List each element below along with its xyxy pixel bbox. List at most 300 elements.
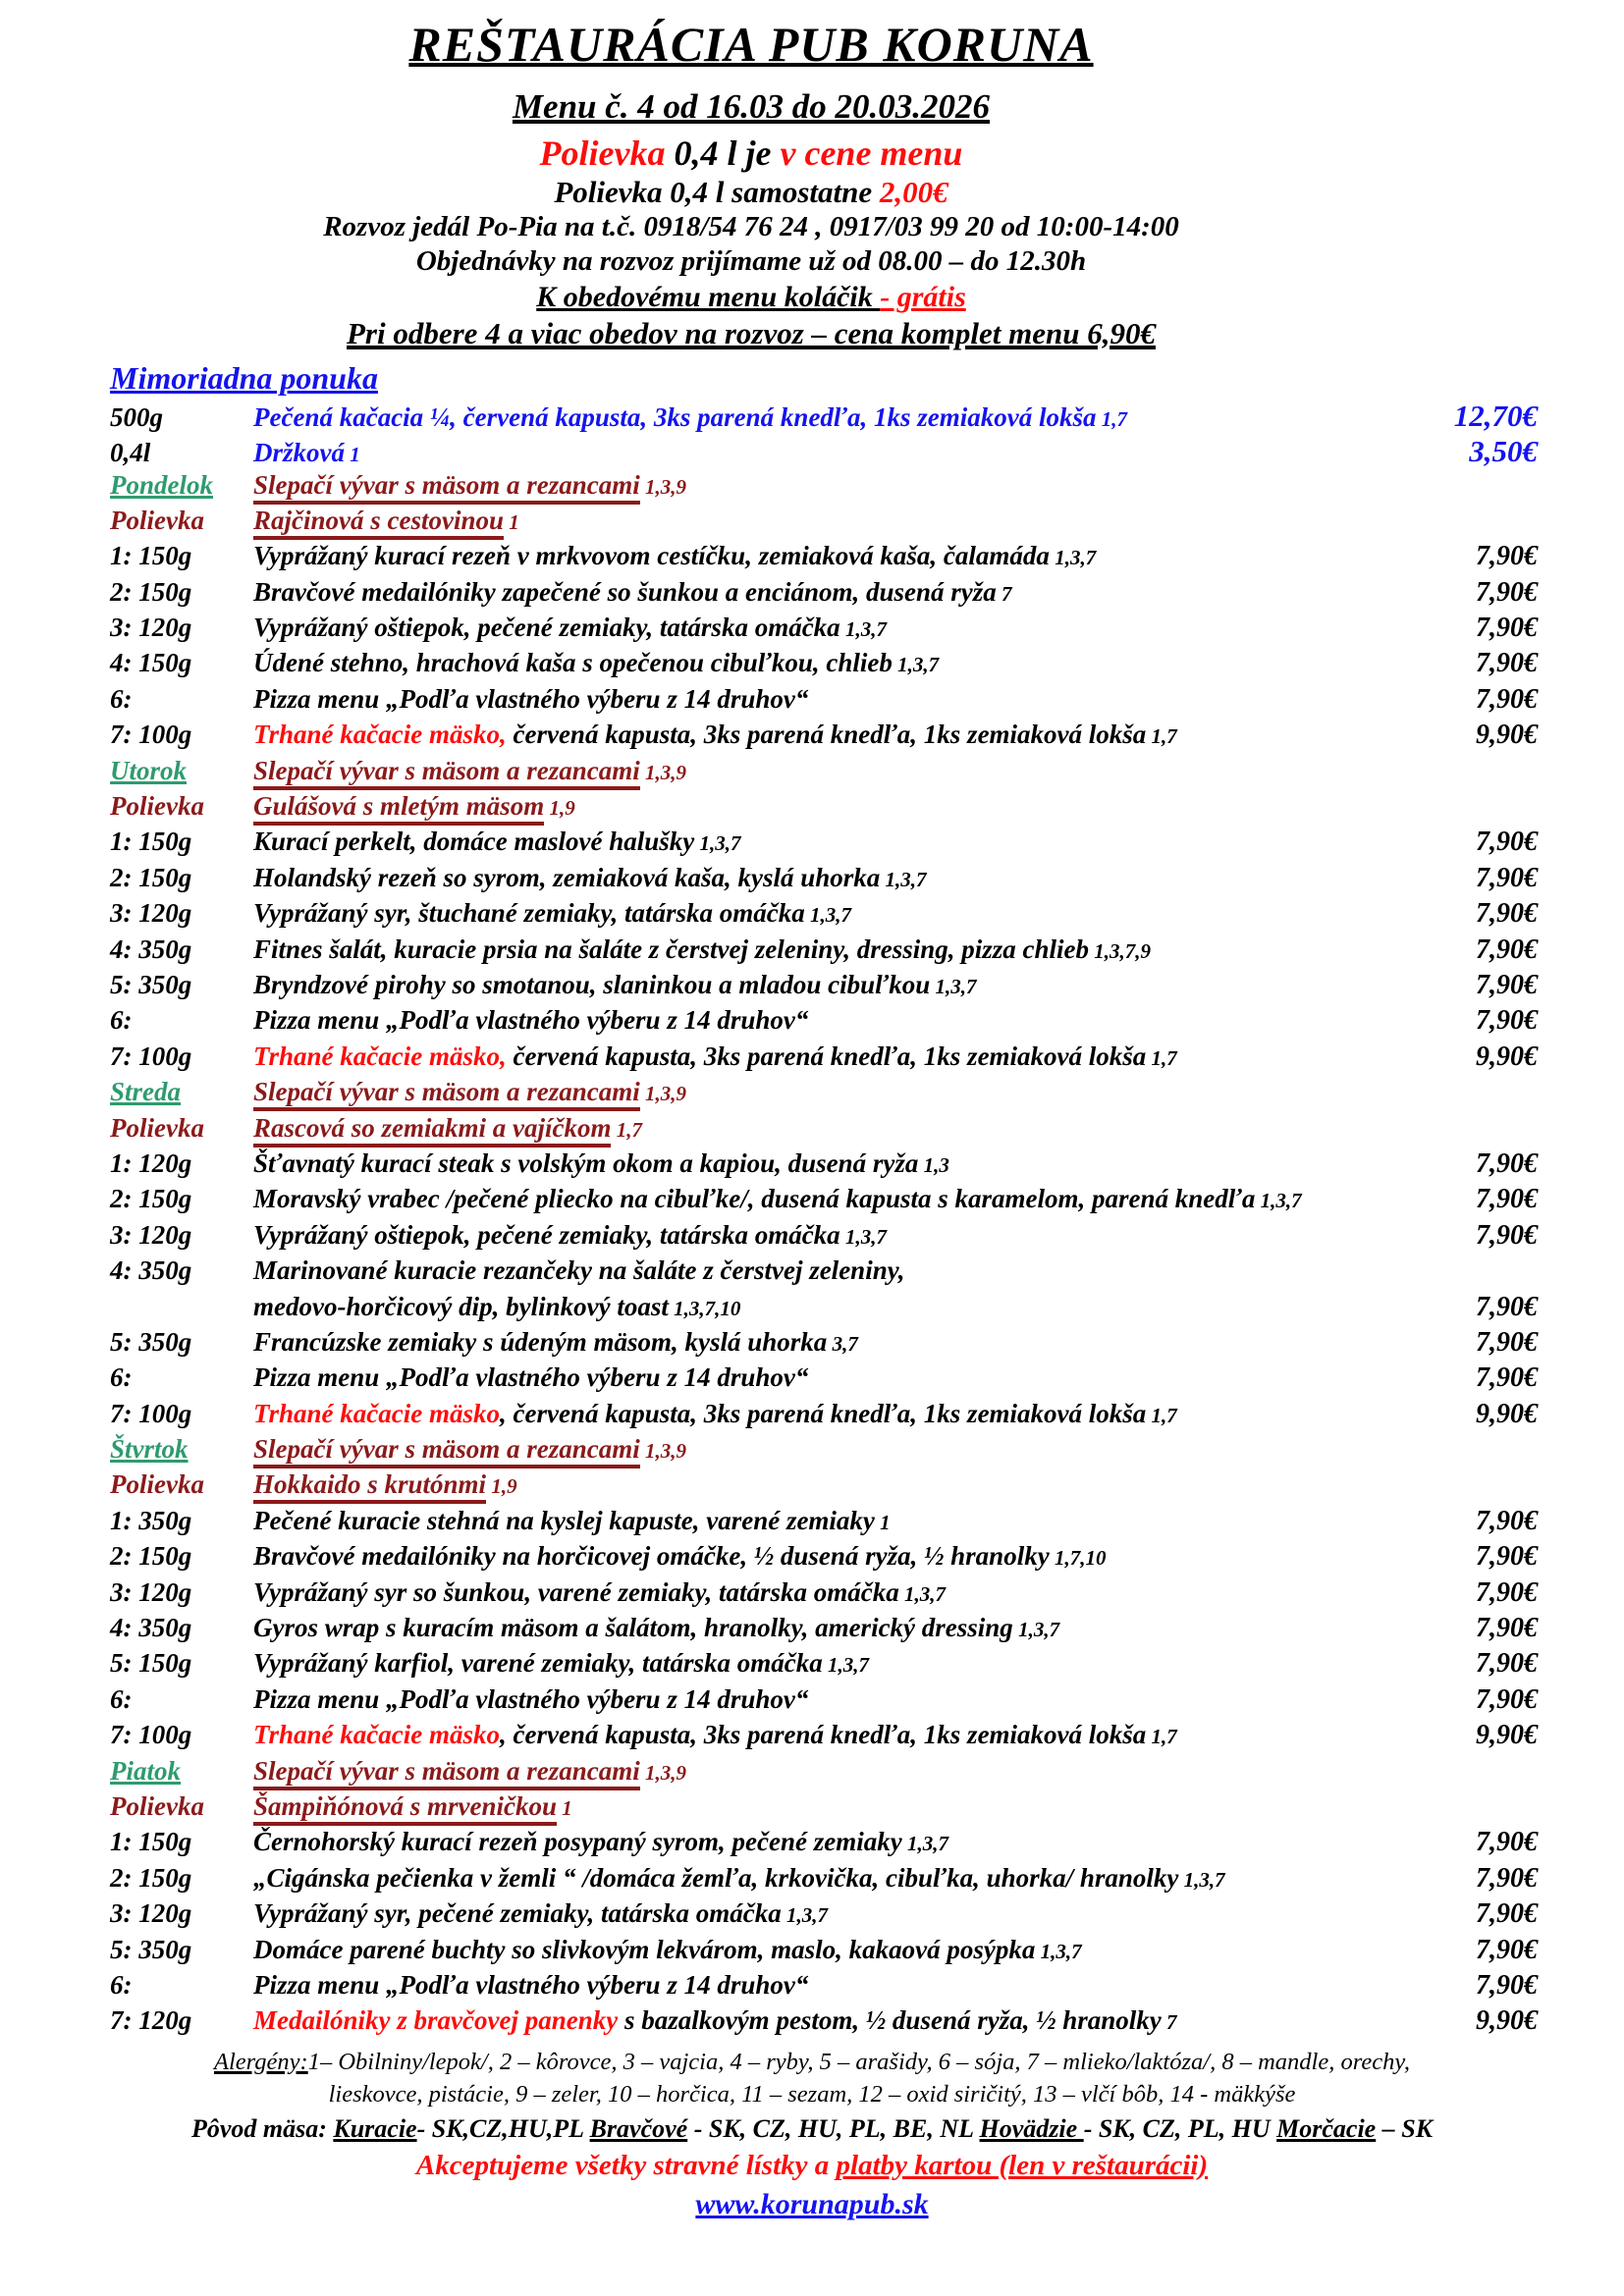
menu-row <box>110 1506 1538 1541</box>
text-segment: Polievka <box>539 133 666 174</box>
text-segment: Moravský vrabec /pečené pliecko na cibuľke/, dusená kapusta s karamelom, parená knedľa <box>253 1184 1256 1214</box>
row-label: 5: 350g <box>110 970 192 999</box>
text-segment: Vyprážaný kurací rezeň v mrkvovom cestíčku, zemiaková kaša, čalamáda <box>253 541 1050 571</box>
text-segment: Pizza menu „Podľa vlastného výberu z 14 druhov“ <box>253 683 809 714</box>
row-label: 500g <box>110 401 163 432</box>
row-description <box>253 1327 1410 1358</box>
menu-row <box>110 1469 1538 1505</box>
website-link[interactable]: www.korunapub.sk <box>695 2187 929 2220</box>
text-segment: 1,3,7 <box>1178 1867 1225 1892</box>
menu-row <box>110 648 1538 683</box>
row-label: Utorok <box>110 755 188 785</box>
text-segment: Pizza menu „Podľa vlastného výberu z 14 druhov“ <box>253 1005 809 1036</box>
menu-row <box>110 1220 1538 1255</box>
row-label: Polievka <box>110 791 204 822</box>
text-segment: Slepačí vývar s mäsom a rezancami <box>253 1077 640 1111</box>
text-segment: Rajčinová s cestovinou <box>253 506 504 540</box>
row-price: 9,90€ <box>1476 2005 1538 2037</box>
row-description <box>253 1506 1410 1536</box>
menu-row <box>110 1827 1538 1862</box>
row-price: 7,90€ <box>1476 1683 1538 1715</box>
text-segment: 7 <box>996 581 1012 606</box>
text-segment: 1,9 <box>544 796 575 821</box>
text-segment: Marinované kuracie rezančeky na šaláte z čerstvej zeleniny, <box>253 1255 905 1286</box>
menu-row <box>110 1577 1538 1613</box>
menu-row <box>110 1255 1538 1291</box>
text-segment: 1,3,7 <box>898 1581 947 1606</box>
row-description <box>253 506 1410 536</box>
text-segment: Pizza menu „Podľa vlastného výberu z 14 druhov“ <box>253 1362 809 1393</box>
row-description <box>253 1292 1410 1322</box>
menu-rows <box>0 399 1624 2042</box>
row-price: 7,90€ <box>1476 1576 1538 1608</box>
row-label: 6: <box>110 1362 133 1393</box>
order-hours-line: Objednávky na rozvoz prijímame už od 08.00 – do 12.30h <box>415 244 1087 277</box>
row-description <box>253 827 1410 857</box>
text-segment: 1,3,7,10 <box>668 1296 741 1320</box>
text-segment: - SK, CZ, HU, PL, BE, NL <box>687 2113 980 2143</box>
row-price: 7,90€ <box>1476 827 1538 858</box>
row-label: 2: 150g <box>110 576 192 607</box>
text-segment: 1,3,7 <box>892 653 940 677</box>
row-label: Polievka <box>110 505 204 535</box>
menu-row <box>110 1935 1538 1970</box>
text-segment: Pôvod mäsa: <box>190 2113 334 2143</box>
menu-row <box>110 1541 1538 1576</box>
row-description <box>253 1827 1410 1857</box>
text-segment: Držková <box>253 438 345 468</box>
row-label: 4: 350g <box>110 934 192 964</box>
meat-origin-line <box>0 2114 1624 2144</box>
row-price: 7,90€ <box>1476 648 1538 679</box>
bulk-discount-line: Pri odbere 4 a viac obedov na rozvoz – cena komplet menu 6,90€ <box>347 316 1156 351</box>
menu-row <box>110 898 1538 934</box>
row-description <box>253 1184 1410 1214</box>
text-segment: 1,3,7 <box>1035 1939 1082 1963</box>
text-segment: Vyprážaný syr so šunkou, varené zemiaky, tatárska omáčka <box>253 1576 899 1607</box>
text-segment: Pečená kačacia ¼, červená kapusta, 3ks parená knedľa, 1ks zemiaková lokša <box>253 401 1097 432</box>
row-label: 7: 100g <box>110 720 192 750</box>
row-description <box>253 934 1410 965</box>
menu-row <box>110 1005 1538 1041</box>
text-segment: Fitnes šalát, kuracie prsia na šaláte z čerstvej zeleniny, dressing, pizza chlieb <box>253 934 1090 964</box>
soup-price-line <box>0 175 1502 211</box>
row-price: 12,70€ <box>1453 398 1538 433</box>
row-description <box>253 1220 1410 1251</box>
row-label: 0,4l <box>110 438 151 468</box>
menu-row <box>110 720 1538 755</box>
free-cake-line <box>0 280 1502 314</box>
row-price: 9,90€ <box>1476 1041 1538 1072</box>
menu-row <box>110 506 1538 541</box>
soup-included-line <box>0 133 1502 174</box>
row-label: 5: 350g <box>110 1934 192 1964</box>
row-label: 4: 350g <box>110 1255 192 1286</box>
text-segment: Údené stehno, hrachová kaša s opečenou cibuľkou, chlieb <box>253 648 893 678</box>
text-segment: 2,00€ <box>879 174 948 209</box>
restaurant-title: REŠTAURÁCIA PUB KORUNA <box>408 17 1094 72</box>
row-price: 7,90€ <box>1476 1969 1538 2001</box>
text-segment: Gyros wrap s kuracím mäsom a šalátom, hranolky, americký dressing <box>253 1613 1013 1643</box>
menu-row <box>110 934 1538 970</box>
menu-row <box>110 613 1538 648</box>
row-label: Štvrtok <box>110 1434 189 1465</box>
text-segment: 1,3,9 <box>639 474 686 499</box>
menu-row <box>110 577 1538 613</box>
text-segment: 3,7 <box>827 1331 858 1356</box>
text-segment: Slepačí vývar s mäsom a rezancami <box>253 470 640 505</box>
text-segment: Vyprážaný syr, pečené zemiaky, tatárska omáčka <box>253 1898 782 1929</box>
text-segment: 1,7 <box>1146 1045 1177 1070</box>
text-segment: Kurací perkelt, domáce maslové halušky <box>253 827 695 857</box>
row-price: 7,90€ <box>1476 1827 1538 1858</box>
row-description <box>253 1863 1410 1894</box>
menu-footer <box>0 2046 1624 2221</box>
text-segment: Černohorský kurací rezeň posypaný syrom, pečené zemiaky <box>253 1827 902 1857</box>
text-segment: 1 <box>345 443 360 467</box>
row-description <box>253 898 1410 929</box>
row-label: 1: 150g <box>110 541 192 571</box>
row-description <box>253 1469 1410 1500</box>
row-description <box>253 1077 1410 1107</box>
row-description <box>253 613 1410 643</box>
menu-row <box>110 1292 1538 1327</box>
text-segment: Slepačí vývar s mäsom a rezancami <box>253 1756 640 1790</box>
row-description <box>253 1362 1410 1393</box>
row-description <box>253 2005 1410 2036</box>
menu-row <box>110 863 1538 898</box>
text-segment: Bravčové medailóniky na horčicovej omáčke, ½ dusená ryža, ½ hranolky <box>253 1541 1050 1572</box>
text-segment: 1,3,9 <box>639 760 686 784</box>
text-segment: 1,7 <box>1096 406 1127 431</box>
text-segment: 1,3,9 <box>639 1760 686 1785</box>
row-price: 7,90€ <box>1476 862 1538 893</box>
menu-period: Menu č. 4 od 16.03 do 20.03.2026 <box>512 87 991 126</box>
row-price: 7,90€ <box>1476 1184 1538 1215</box>
menu-row <box>110 1898 1538 1934</box>
text-segment: Morčacie <box>1276 2113 1377 2143</box>
text-segment: Trhané kačacie mäsko <box>253 1398 500 1428</box>
text-segment: Slepačí vývar s mäsom a rezancami <box>253 756 640 790</box>
text-segment: Bryndzové pirohy so smotanou, slaninkou a mladou cibuľkou <box>253 970 931 999</box>
row-label: Pondelok <box>110 469 213 500</box>
row-description <box>253 1434 1410 1465</box>
menu-row <box>110 970 1538 1005</box>
text-segment: Šťavnatý kurací steak s volským okom a kapiou, dusená ryža <box>253 1148 919 1178</box>
menu-row <box>110 1756 1538 1791</box>
text-segment: Slepačí vývar s mäsom a rezancami <box>253 1434 640 1468</box>
row-description <box>253 684 1410 715</box>
menu-row <box>110 1863 1538 1898</box>
text-segment: 1,7 <box>1146 1403 1177 1427</box>
text-segment: 1,3,7 <box>1255 1189 1302 1213</box>
row-description <box>253 1898 1410 1929</box>
row-label: 4: 350g <box>110 1613 192 1643</box>
menu-row <box>110 1720 1538 1755</box>
text-segment: 1 <box>874 1510 891 1534</box>
row-label: 1: 150g <box>110 827 192 857</box>
menu-row <box>110 791 1538 827</box>
row-label: 6: <box>110 1969 133 2000</box>
text-segment: Holandský rezeň so syrom, zemiaková kaša, kyslá uhorka <box>253 862 881 892</box>
text-segment: v cene menu <box>780 133 963 174</box>
text-segment: 1,3,7 <box>781 1903 828 1928</box>
text-segment: 1,3,7 <box>694 831 741 856</box>
text-segment: Trhané kačacie mäsko, <box>253 720 507 750</box>
row-label: 7: 120g <box>110 2005 192 2036</box>
row-description <box>253 1720 1410 1750</box>
row-price: 7,90€ <box>1476 576 1538 608</box>
row-description <box>253 1935 1410 1965</box>
row-description <box>253 1005 1410 1036</box>
menu-row <box>110 1184 1538 1219</box>
text-segment: 1,3,7,9 <box>1089 938 1152 963</box>
row-label: 3: 120g <box>110 613 192 643</box>
menu-row <box>110 1791 1538 1827</box>
row-price: 7,90€ <box>1476 1934 1538 1965</box>
row-price: 7,90€ <box>1476 1648 1538 1680</box>
text-segment: Hokkaido s krutónmi <box>253 1469 486 1504</box>
menu-row <box>110 1362 1538 1398</box>
row-description <box>253 1613 1410 1643</box>
text-segment: 1,3,7 <box>822 1653 869 1678</box>
text-segment: 1,3,7 <box>1012 1618 1060 1642</box>
menu-row <box>110 2005 1538 2041</box>
menu-row <box>110 1434 1538 1469</box>
row-description <box>253 720 1410 750</box>
text-segment: Rascová so zemiakmi a vajíčkom <box>253 1113 611 1148</box>
text-segment: - SK, CZ, PL, HU <box>1083 2113 1277 2143</box>
text-segment: Alergény: <box>214 2048 308 2075</box>
text-segment: Polievka 0,4 l samostatne <box>554 174 880 209</box>
text-segment: Medailóniky z bravčovej panenky <box>253 2005 619 2036</box>
row-description <box>253 1148 1410 1179</box>
text-segment: červená kapusta, 3ks parená knedľa, 1ks zemiaková lokša <box>506 720 1147 750</box>
row-label: 6: <box>110 683 133 714</box>
text-segment: Francúzske zemiaky s údeným mäsom, kyslá uhorka <box>253 1326 828 1357</box>
row-description <box>253 756 1410 786</box>
delivery-phones-line: Rozvoz jedál Po-Pia na t.č. 0918/54 76 24 , 0917/03 99 20 od 10:00-14:00 <box>323 211 1179 243</box>
row-label: Polievka <box>110 1112 204 1143</box>
row-price: 7,90€ <box>1476 1219 1538 1251</box>
row-description <box>253 1970 1410 2001</box>
text-segment: Akceptujeme všetky stravné lístky a <box>415 2149 837 2181</box>
menu-row <box>110 1041 1538 1077</box>
row-description <box>253 1577 1410 1608</box>
row-label: 3: 120g <box>110 1898 192 1929</box>
row-price: 7,90€ <box>1476 970 1538 1000</box>
row-description <box>253 1041 1410 1072</box>
menu-row <box>110 1613 1538 1648</box>
text-segment: , červená kapusta, 3ks parená knedľa, 1ks zemiaková lokša <box>499 1720 1147 1750</box>
row-label: 2: 150g <box>110 1184 192 1214</box>
text-segment: 1,3,7 <box>804 903 852 928</box>
text-segment: Gulášová s mletým mäsom <box>253 791 544 826</box>
row-price: 7,90€ <box>1476 1898 1538 1930</box>
row-label: 5: 350g <box>110 1326 192 1357</box>
text-segment: 1,3,7 <box>880 867 927 891</box>
row-description <box>253 791 1410 822</box>
text-segment: 1– Obilniny/lepok/, 2 – kôrovce, 3 – vajcia, 4 – ryby, 5 – arašidy, 6 – sója, 7 – mlieko/laktóza/, 8 – mandle, orechy, <box>307 2048 1410 2075</box>
text-segment: platby kartou (len v reštaurácii) <box>836 2149 1209 2181</box>
row-label: 6: <box>110 1005 133 1036</box>
menu-row <box>110 1684 1538 1720</box>
row-price: 7,90€ <box>1476 541 1538 572</box>
row-label: Polievka <box>110 1790 204 1821</box>
row-label: 4: 150g <box>110 648 192 678</box>
text-segment: Vyprážaný oštiepok, pečené zemiaky, tatárska omáčka <box>253 613 840 643</box>
text-segment: 1,3,7 <box>1049 546 1097 570</box>
text-segment: Vyprážaný syr, štuchané zemiaky, tatárska omáčka <box>253 898 805 929</box>
text-segment: 1,7 <box>1146 724 1177 749</box>
row-label: 6: <box>110 1683 133 1714</box>
menu-row <box>110 1648 1538 1683</box>
row-price: 7,90€ <box>1476 1362 1538 1394</box>
text-segment: 1,3,9 <box>639 1439 686 1464</box>
text-segment: 1,9 <box>486 1474 517 1499</box>
text-segment: Hovädzie <box>979 2113 1084 2143</box>
row-label: 7: 100g <box>110 1041 192 1071</box>
row-description <box>253 470 1410 501</box>
text-segment: Pizza menu „Podľa vlastného výberu z 14 druhov“ <box>253 1683 809 1714</box>
text-segment: 1 <box>504 509 519 534</box>
row-label: 7: 100g <box>110 1398 192 1428</box>
row-price: 7,90€ <box>1476 613 1538 644</box>
row-price: 7,90€ <box>1476 1613 1538 1644</box>
text-segment: Bravčové medailóniky zapečené so šunkou a enciánom, dusená ryža <box>253 576 997 607</box>
text-segment: 0,4 l je <box>665 133 781 174</box>
row-description <box>253 402 1410 433</box>
menu-row <box>110 1148 1538 1184</box>
text-segment: 1,3,9 <box>639 1082 686 1106</box>
row-price: 7,90€ <box>1476 1862 1538 1894</box>
row-description <box>253 970 1410 1000</box>
menu-row <box>110 684 1538 720</box>
row-description <box>253 1756 1410 1787</box>
text-segment: – SK <box>1376 2113 1434 2143</box>
text-segment: červená kapusta, 3ks parená knedľa, 1ks zemiaková lokša <box>506 1041 1147 1071</box>
text-segment: Vyprážaný karfiol, varené zemiaky, tatárska omáčka <box>253 1648 823 1679</box>
row-price: 7,90€ <box>1476 1505 1538 1536</box>
row-price: 7,90€ <box>1476 934 1538 965</box>
menu-row <box>110 1077 1538 1112</box>
row-price: 7,90€ <box>1476 1005 1538 1037</box>
row-description <box>253 1791 1410 1822</box>
text-segment: 1,3,7 <box>901 1832 948 1856</box>
row-label: 2: 150g <box>110 862 192 892</box>
menu-row <box>110 541 1538 576</box>
row-price: 3,50€ <box>1469 434 1538 469</box>
text-segment: Bravčové <box>589 2113 688 2143</box>
row-description <box>253 1399 1410 1429</box>
text-segment: Pizza menu „Podľa vlastného výberu z 14 druhov“ <box>253 1969 809 2000</box>
menu-row <box>110 470 1538 506</box>
text-segment: 1,3,7 <box>839 1224 887 1249</box>
row-price: 7,90€ <box>1476 1326 1538 1358</box>
row-price: 9,90€ <box>1476 1398 1538 1429</box>
row-description <box>253 1113 1410 1144</box>
text-segment: 1 <box>557 1795 572 1820</box>
row-description <box>253 577 1410 608</box>
row-label: 2: 150g <box>110 1862 192 1893</box>
row-label: 1: 150g <box>110 1827 192 1857</box>
row-label: 2: 150g <box>110 1541 192 1572</box>
row-price: 9,90€ <box>1476 1720 1538 1751</box>
text-segment: medovo-horčicový dip, bylinkový toast <box>253 1291 669 1321</box>
menu-row <box>110 756 1538 791</box>
allergens-line-2: lieskovce, pistácie, 9 – zeler, 10 – horčica, 11 – sezam, 12 – oxid siričitý, 13 – vlčí bôb, 14 - mäkkýše <box>328 2080 1296 2108</box>
row-price: 7,90€ <box>1476 898 1538 930</box>
row-label: 7: 100g <box>110 1720 192 1750</box>
row-price: 7,90€ <box>1476 1148 1538 1179</box>
row-label: Polievka <box>110 1469 204 1500</box>
menu-row <box>110 827 1538 862</box>
text-segment: 1,7 <box>611 1117 642 1142</box>
row-description <box>253 1541 1410 1572</box>
row-label: 1: 350g <box>110 1505 192 1535</box>
row-price: 9,90€ <box>1476 720 1538 751</box>
payment-accept-line <box>0 2150 1624 2182</box>
menu-row <box>110 399 1538 434</box>
row-description <box>253 438 1410 468</box>
text-segment: - grátis <box>880 280 966 313</box>
row-description <box>253 541 1410 571</box>
text-segment: Vyprážaný oštiepok, pečené zemiaky, tatárska omáčka <box>253 1219 840 1250</box>
row-label: 3: 120g <box>110 898 192 929</box>
menu-row <box>110 434 1538 469</box>
text-segment: 1,7 <box>1146 1725 1177 1749</box>
menu-row <box>110 1113 1538 1148</box>
row-label: 5: 150g <box>110 1648 192 1679</box>
row-price: 7,90€ <box>1476 1291 1538 1322</box>
menu-row <box>110 1399 1538 1434</box>
text-segment: Šampiňónová s mrveničkou <box>253 1791 557 1826</box>
menu-row <box>110 1327 1538 1362</box>
row-label: 3: 120g <box>110 1576 192 1607</box>
row-description <box>253 863 1410 893</box>
row-label: Streda <box>110 1077 182 1107</box>
text-segment: K obedovému menu koláčik <box>536 280 881 313</box>
text-segment: Domáce parené buchty so slivkovým lekvárom, maslo, kakaová posýpka <box>253 1934 1036 1964</box>
text-segment: - SK,CZ,HU,PL <box>416 2113 590 2143</box>
text-segment: 1,7,10 <box>1049 1546 1107 1571</box>
text-segment: Trhané kačacie mäsko, <box>253 1041 507 1071</box>
text-segment: Trhané kačacie mäsko <box>253 1720 500 1750</box>
row-description <box>253 1648 1410 1679</box>
row-label: 3: 120g <box>110 1219 192 1250</box>
menu-header <box>0 0 1502 352</box>
row-label: 1: 120g <box>110 1148 192 1178</box>
row-description <box>253 1684 1410 1715</box>
text-segment: 1,3,7 <box>930 975 977 998</box>
menu-row <box>110 1970 1538 2005</box>
row-price: 7,90€ <box>1476 683 1538 715</box>
text-segment: 1,3 <box>918 1152 949 1177</box>
text-segment: Pečené kuracie stehná na kyslej kapuste, varené zemiaky <box>253 1505 875 1535</box>
allergens-line-1 <box>0 2046 1624 2078</box>
text-segment: , červená kapusta, 3ks parená knedľa, 1ks zemiaková lokša <box>499 1398 1147 1428</box>
text-segment: Kuracie <box>333 2113 417 2143</box>
special-offer-heading: Mimoriadna ponuka <box>110 359 378 396</box>
text-segment: s bazalkovým pestom, ½ dusená ryža, ½ hranolky <box>618 2005 1162 2036</box>
row-description <box>253 648 1410 678</box>
row-label: Piatok <box>110 1755 181 1786</box>
text-segment: 1,3,7 <box>839 617 887 642</box>
row-price: 7,90€ <box>1476 1541 1538 1573</box>
text-segment: 7 <box>1161 2010 1177 2035</box>
text-segment: „Cigánska pečienka v žemli “ /domáca žemľa, krkovička, cibuľka, uhorka/ hranolky <box>253 1862 1179 1893</box>
row-description <box>253 1255 1410 1286</box>
